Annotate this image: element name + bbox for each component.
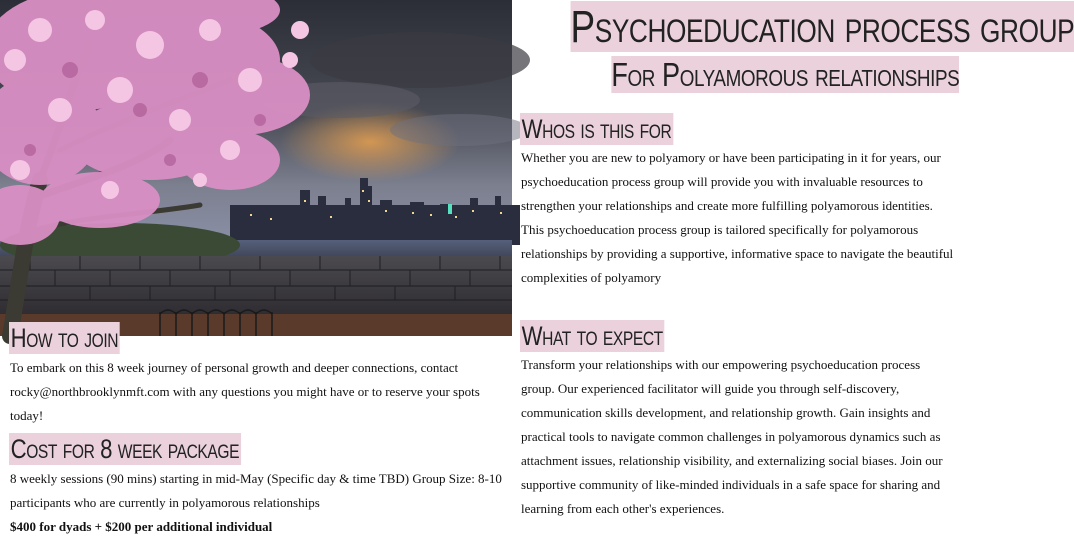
expect-heading: What to expect bbox=[521, 321, 663, 351]
cost-paragraph: 8 weekly sessions (90 mins) starting in mid-May (Specific day & time TBD) Group Size: 8-10 participants who are currently in polyamorous relationships bbox=[10, 471, 502, 510]
page-title-text: Psychoeducation process group bbox=[570, 1, 1074, 52]
cost-text bbox=[10, 467, 504, 539]
join-paragraph: To embark on this 8 week journey of personal growth and deeper connections, contact rocky@northbrooklynmft.com with any questions you might have or to reserve your spots today! bbox=[10, 360, 480, 423]
who-heading: Whos is this for bbox=[521, 114, 672, 144]
header-photo bbox=[0, 0, 512, 336]
page-subtitle bbox=[611, 54, 960, 96]
join-heading: How to join bbox=[10, 323, 119, 353]
page-subtitle-text: For Polyamorous relationships bbox=[611, 56, 960, 93]
cost-price: $400 for dyads + $200 per additional individual bbox=[10, 519, 273, 534]
who-paragraph: Whether you are new to polyamory or have been participating in it for years, our psychoeducation process group will provide you with invaluable resources to strengthen your relationships and create more fulfilling polyamorous identities. This psychoeducation process group is tailored specifically for polyamorous relationships by providing a supportive, informative space to navigate the beautiful complexities of polyamory bbox=[521, 150, 954, 285]
expect-paragraph: Transform your relationships with our empowering psychoeducation process group. Our experienced facilitator will guide you through self-discovery, communication skills development, and relationship growth. Gain insights and practical tools to navigate common challenges in polyamorous dynamics such as attachment issues, relationship visibility, and externalizing social biases. Join our supportive community of like-minded individuals in a safe space for sharing and learning from each other's experiences. bbox=[521, 357, 943, 516]
cherry-blossom-skyline-image bbox=[0, 0, 512, 336]
who-text bbox=[521, 146, 955, 290]
join-text bbox=[10, 356, 504, 428]
cost-heading: Cost for 8 week package bbox=[10, 434, 240, 464]
page-title bbox=[570, 1, 1074, 52]
expect-text bbox=[521, 353, 957, 521]
